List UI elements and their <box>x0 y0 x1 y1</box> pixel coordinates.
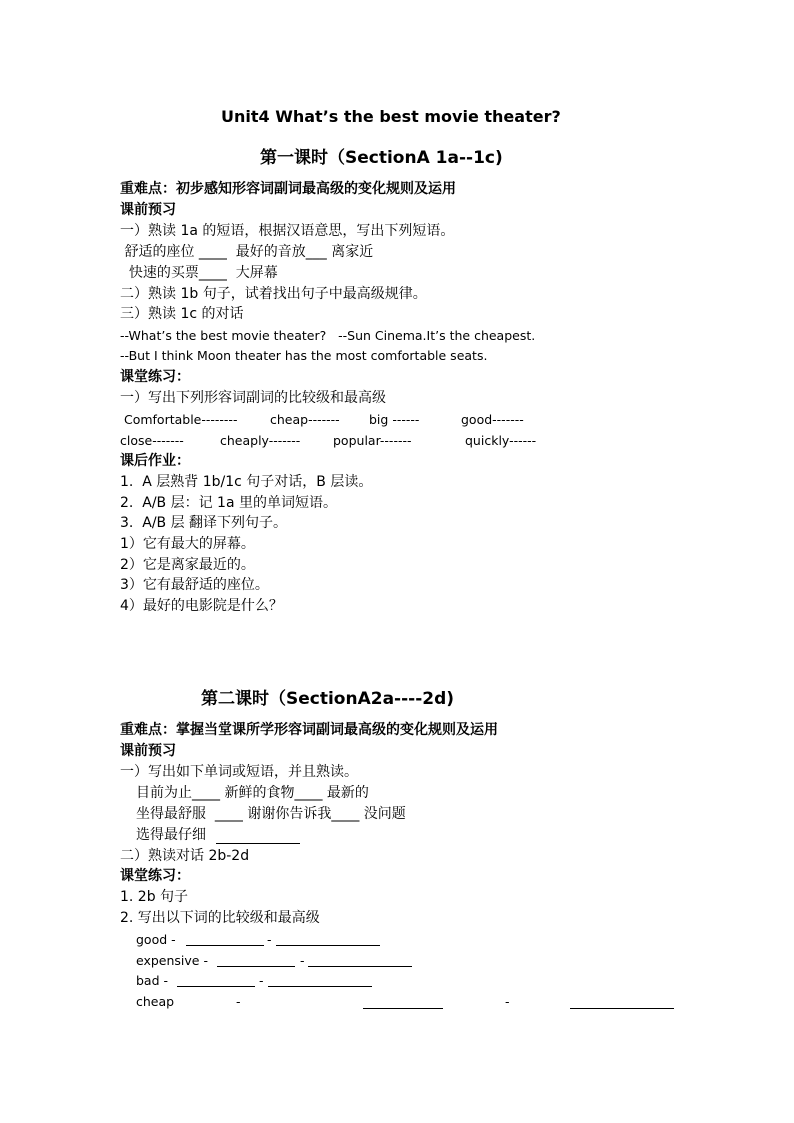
word-label-good: good - <box>136 932 176 947</box>
lesson1-preview-3: 三）熟读 1c 的对话 <box>120 306 244 322</box>
lesson1-homework-heading: 课后作业： <box>120 453 190 469</box>
word-label-expensive: expensive - <box>136 953 208 968</box>
lesson2-focus: 重难点：掌握当堂课所学形容词副词最高级的变化规则及运用 <box>120 722 498 738</box>
lesson1-phrases-line1: 舒适的座位 ____ 最好的音放___ 离家近 <box>120 244 374 260</box>
word-label-cheap: cheap <box>136 994 175 1009</box>
homework-item: 4）最好的电影院是什么？ <box>120 598 283 614</box>
homework-item: 1）它有最大的屏幕。 <box>120 536 255 552</box>
lesson1-preview-2: 二）熟读 1b 句子，试着找出句子中最高级规律。 <box>120 286 427 302</box>
lesson2-preview-1: 一）写出如下单词或短语，并且熟读。 <box>120 764 358 780</box>
word-item: cheap------- <box>270 412 340 427</box>
superlative-blank[interactable] <box>308 966 412 967</box>
lesson2-line-a: 目前为止____ 新鲜的食物____ 最新的 <box>136 785 369 801</box>
homework-item: 3）它有最舒适的座位。 <box>120 577 269 593</box>
answer-blank[interactable] <box>216 843 300 844</box>
comparative-blank[interactable] <box>363 1008 443 1009</box>
separator-dash: - <box>267 932 272 947</box>
word-item: good------- <box>461 412 524 427</box>
word-item: Comfortable-------- <box>120 412 238 427</box>
lesson2-practice-1: 1. 2b 句子 <box>120 889 189 905</box>
word-item: big ------ <box>369 412 420 427</box>
lesson1-preview-heading: 课前预习 <box>120 202 176 218</box>
word-item: close------- <box>120 433 184 448</box>
word-label-bad: bad - <box>136 973 169 988</box>
lesson2-practice-heading: 课堂练习： <box>120 868 190 884</box>
separator-dash: - <box>300 953 305 968</box>
word-item: popular------- <box>333 433 412 448</box>
comparative-blank[interactable] <box>217 966 295 967</box>
lesson1-practice-1: 一）写出下列形容词副词的比较级和最高级 <box>120 390 386 406</box>
lesson1-focus: 重难点：初步感知形容词副词最高级的变化规则及运用 <box>120 181 456 197</box>
superlative-blank[interactable] <box>570 1008 674 1009</box>
lesson1-phrases-line2: 快速的买票____ 大屏幕 <box>120 265 278 281</box>
document-title: Unit4 What’s the best movie theater? <box>221 107 561 126</box>
lesson1-dialog-2: --But I think Moon theater has the most comfortable seats. <box>120 348 488 363</box>
word-item: cheaply------- <box>220 433 301 448</box>
lesson1-preview-1: 一）熟读 1a 的短语，根据汉语意思，写出下列短语。 <box>120 223 455 239</box>
homework-item: 2）它是离家最近的。 <box>120 557 255 573</box>
lesson2-line-b: 坐得最舒服 ____ 谢谢你告诉我____ 没问题 <box>136 806 406 822</box>
separator-dash: - <box>505 994 510 1009</box>
homework-item: 3. A/B 层 翻译下列句子。 <box>120 515 288 531</box>
lesson2-line-c: 选得最仔细 <box>136 827 206 843</box>
homework-item: 1. A 层熟背 1b/1c 句子对话，B 层读。 <box>120 474 373 490</box>
lesson2-preview-heading: 课前预习 <box>120 743 176 759</box>
lesson1-dialog-1: --What’s the best movie theater? --Sun Cinema.It’s the cheapest. <box>120 328 536 343</box>
comparative-blank[interactable] <box>186 945 264 946</box>
separator-dash: - <box>236 994 241 1009</box>
separator-dash: - <box>259 973 264 988</box>
word-item: quickly------ <box>465 433 537 448</box>
superlative-blank[interactable] <box>268 986 372 987</box>
comparative-blank[interactable] <box>177 986 255 987</box>
lesson1-practice-heading: 课堂练习： <box>120 369 190 385</box>
lesson1-heading: 第一课时（SectionA 1a--1c) <box>260 148 503 168</box>
lesson2-preview-2: 二）熟读对话 2b-2d <box>120 848 250 864</box>
lesson2-heading: 第二课时（SectionA2a----2d) <box>201 689 455 709</box>
homework-item: 2. A/B 层：记 1a 里的单词短语。 <box>120 495 337 511</box>
superlative-blank[interactable] <box>276 945 380 946</box>
lesson2-practice-2: 2. 写出以下词的比较级和最高级 <box>120 910 320 926</box>
